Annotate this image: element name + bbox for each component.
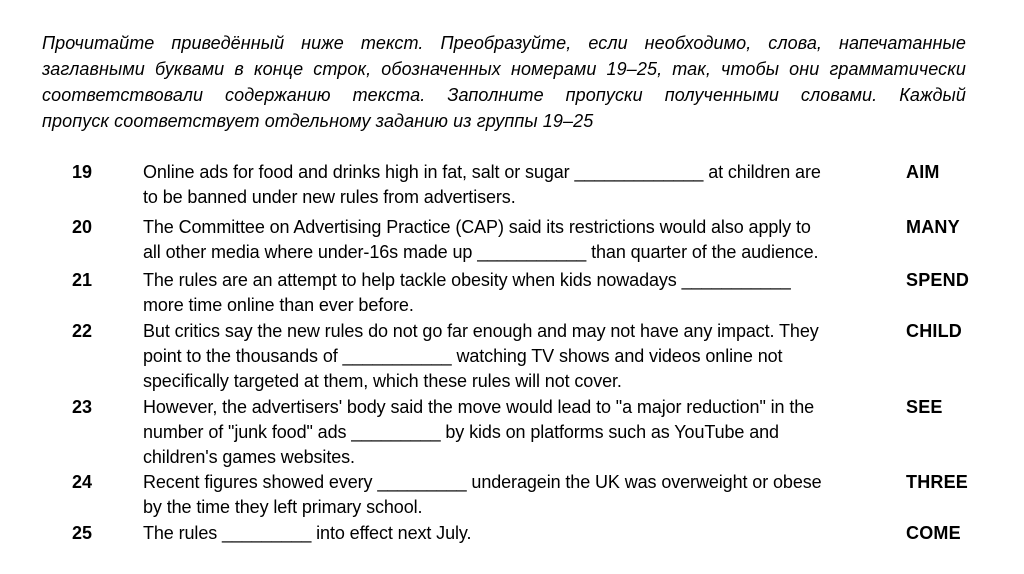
task-item-23 — [72, 395, 1024, 470]
item-text-line: point to the thousands of ___________ watching TV shows and videos online not — [143, 346, 783, 366]
item-text-line: Online ads for food and drinks high in fat, salt or sugar _____________ at children are — [143, 162, 821, 182]
task-item-21 — [72, 268, 1024, 318]
item-text-line: by the time they left primary school. — [143, 497, 423, 517]
item-text-line: The Committee on Advertising Practice (CAP) said its restrictions would also apply to — [143, 217, 811, 237]
item-text — [143, 395, 906, 470]
item-number: 20 — [72, 217, 93, 237]
item-number: 24 — [72, 472, 93, 492]
keyword-label: AIM — [906, 162, 940, 182]
task-instructions — [42, 30, 966, 134]
item-text-line: The rules _________ into effect next July. — [143, 523, 472, 543]
item-text — [143, 215, 906, 265]
instruction-line: заглавными буквами в конце строк, обозначенных номерами 19–25, так, чтобы они грамматически — [42, 59, 966, 79]
keyword-label: COME — [906, 523, 961, 543]
item-text — [143, 470, 906, 520]
task-item-19 — [72, 160, 1024, 210]
item-text-line: The rules are an attempt to help tackle obesity when kids nowadays ___________ — [143, 270, 791, 290]
item-number: 19 — [72, 162, 93, 182]
item-text-line: Recent figures showed every _________ underagein the UK was overweight or obese — [143, 472, 822, 492]
task-item-25 — [72, 521, 1024, 546]
item-number: 22 — [72, 321, 93, 341]
item-text-line: children's games websites. — [143, 447, 355, 467]
item-text-line: But critics say the new rules do not go far enough and may not have any impact. They — [143, 321, 819, 341]
item-number: 23 — [72, 397, 93, 417]
task-item-list — [72, 160, 1024, 546]
instruction-line: пропуск соответствует отдельному заданию из группы 19–25 — [42, 111, 594, 131]
item-number: 25 — [72, 523, 93, 543]
item-text — [143, 160, 906, 210]
instruction-line: Прочитайте приведённый ниже текст. Преобразуйте, если необходимо, слова, напечатанные — [42, 33, 966, 53]
instruction-line: соответствовали содержанию текста. Заполните пропуски полученными словами. Каждый — [42, 85, 966, 105]
task-item-22 — [72, 319, 1024, 394]
item-text — [143, 521, 906, 546]
keyword-label: SEE — [906, 397, 943, 417]
item-text-line: to be banned under new rules from advertisers. — [143, 187, 516, 207]
item-text-line: all other media where under-16s made up ___________ than quarter of the audience. — [143, 242, 819, 262]
item-text-line: more time online than ever before. — [143, 295, 414, 315]
keyword-label: MANY — [906, 217, 960, 237]
item-text-line: specifically targeted at them, which these rules will not cover. — [143, 371, 622, 391]
keyword-label: THREE — [906, 472, 969, 492]
keyword-label: SPEND — [906, 270, 970, 290]
item-text-line: number of "junk food" ads _________ by kids on platforms such as YouTube and — [143, 422, 779, 442]
item-text — [143, 319, 906, 394]
task-item-24 — [72, 470, 1024, 520]
item-number: 21 — [72, 270, 93, 290]
task-item-20 — [72, 215, 1024, 265]
item-text-line: However, the advertisers' body said the move would lead to "a major reduction" in the — [143, 397, 815, 417]
item-text — [143, 268, 906, 318]
keyword-label: CHILD — [906, 321, 962, 341]
